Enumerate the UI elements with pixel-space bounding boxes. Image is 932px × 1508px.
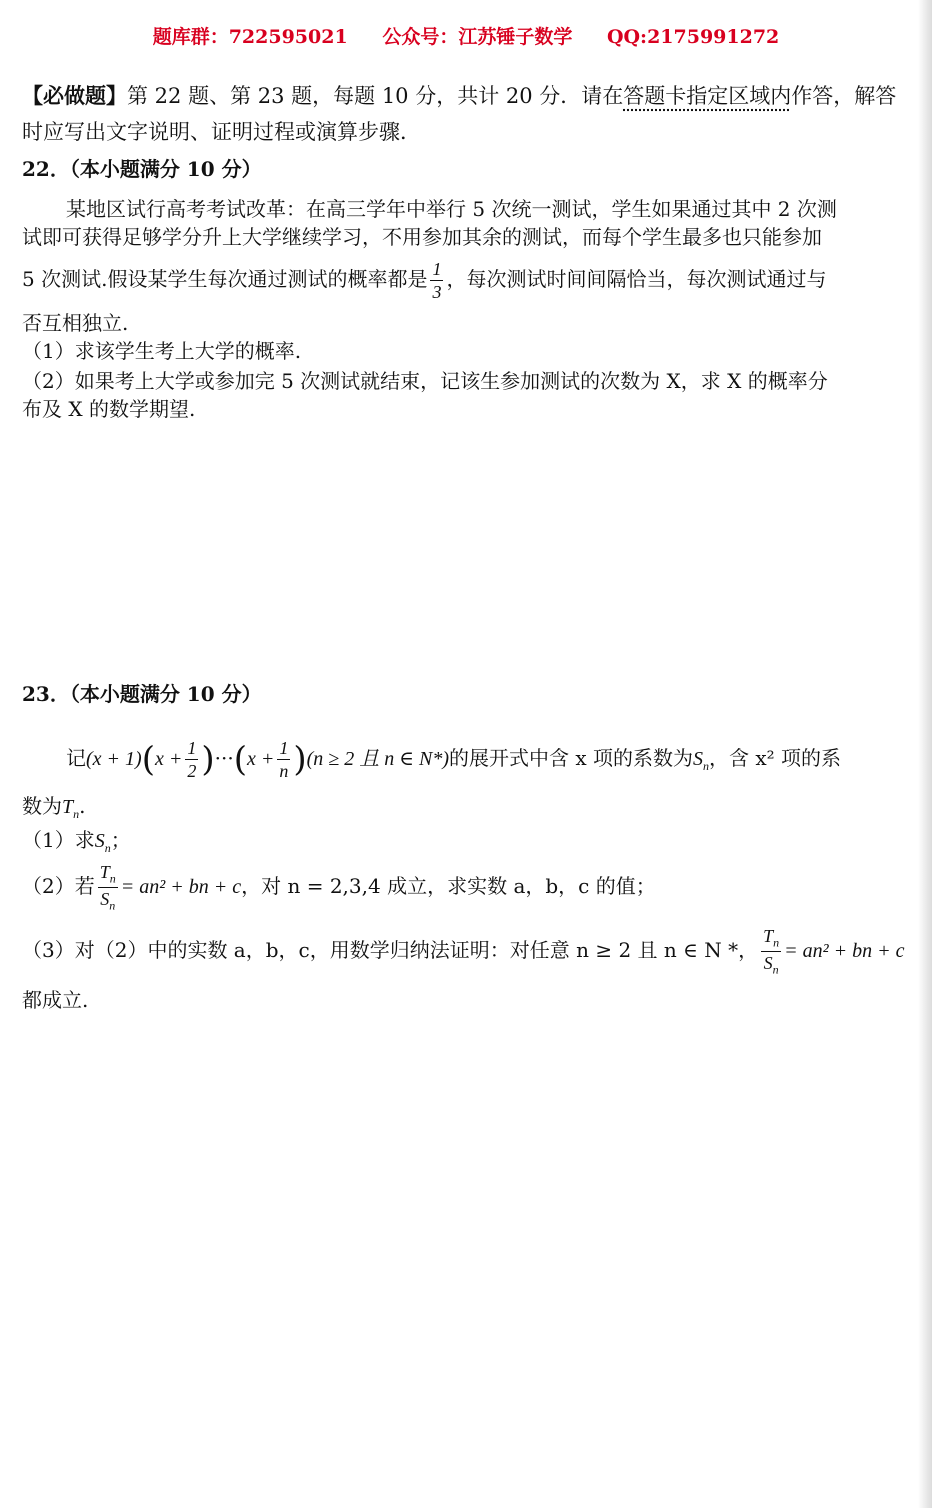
- intro-text-a: 第 22 题、第 23 题，每题 10 分，共计 20 分．请在: [127, 84, 624, 108]
- q23-s2-text: （2）若: [22, 874, 95, 898]
- q23-equation-rhs: = an² + bn + c: [120, 876, 242, 898]
- fraction-numerator: [761, 927, 781, 952]
- q23-statement-line-1: [66, 728, 841, 796]
- intro-label: 【必做题】: [22, 83, 127, 108]
- q23-prefix: 记: [66, 746, 86, 770]
- q23-equation-rhs: = an² + bn + c: [784, 940, 905, 962]
- page-edge-shadow: [918, 0, 932, 1508]
- q23-expr-factor-1: (x + 1): [86, 748, 142, 770]
- q23-S-symbol: [94, 830, 111, 855]
- q23-ratio-T-over-S: [761, 927, 781, 975]
- fraction-denominator: 3: [432, 282, 442, 302]
- right-paren-icon: ): [293, 739, 307, 780]
- q22-subquestion-2-line-1: （2）如果考上大学或参加完 5 次测试就结束，记该生参加测试的次数为 X，求 X 的概率分: [22, 369, 828, 393]
- subscript-n: n: [773, 936, 780, 950]
- q23-S-symbol: [693, 748, 710, 773]
- subscript-n: n: [73, 807, 80, 821]
- q23-statement-tail: ，含 x² 项的系: [709, 746, 842, 770]
- q23-subquestion-2: [22, 858, 656, 915]
- q23-subquestion-3-end: 都成立.: [22, 988, 89, 1012]
- q23-s2-tail: ，对 n = 2,3,4 成立，求实数 a，b，c 的值；: [241, 874, 656, 898]
- intro-line-2: 时应写出文字说明、证明过程或演算步骤．: [22, 120, 421, 144]
- q22-title: 22．（本小题满分 10 分）: [22, 157, 262, 181]
- q23-text-coefficient: 数为: [22, 794, 62, 818]
- q23-ratio-T-over-S: [98, 863, 118, 911]
- q23-fraction-half: [185, 739, 198, 780]
- q23-fraction-1-over-n: [277, 739, 290, 780]
- subscript-n: n: [109, 872, 116, 886]
- symbol-S: S: [94, 830, 105, 852]
- symbol-S: S: [763, 953, 773, 973]
- intro-line-1: [22, 82, 896, 110]
- period: .: [79, 794, 86, 818]
- subscript-n: n: [703, 759, 710, 773]
- q22-text-prob: 5 次测试.假设某学生每次通过测试的概率都是: [22, 267, 428, 291]
- subscript-n: n: [772, 962, 779, 977]
- q22-paragraph-line-3: [22, 257, 826, 301]
- q22-subquestion-2-line-2: 布及 X 的数学期望.: [22, 397, 196, 421]
- fraction-numerator: 1: [432, 259, 442, 279]
- q23-s3-text: （3）对（2）中的实数 a，b，c，用数学归纳法证明：对任意 n ≥ 2 且 n ∈ N *，: [22, 938, 759, 962]
- question-22: [22, 155, 890, 425]
- intro-dotted-text: 答题卡指定区域内: [623, 84, 792, 108]
- subscript-n: n: [104, 841, 111, 855]
- symbol-T: T: [62, 796, 74, 818]
- q23-expr-factor-2: x +: [154, 748, 183, 770]
- header-qq: QQ:2175991272: [606, 26, 780, 48]
- q22-fraction: [430, 260, 443, 301]
- q23-s1-text: （1）求: [22, 828, 95, 852]
- symbol-T: T: [763, 926, 774, 947]
- q23-subquestion-1: [22, 826, 131, 862]
- header-account: 公众号：江苏锤子数学: [382, 26, 573, 48]
- q23-T-symbol: [62, 796, 80, 821]
- q23-title: 23．（本小题满分 10 分）: [22, 682, 262, 706]
- q23-subquestion-3: [22, 922, 905, 979]
- intro-text-b: 作答，解答: [791, 84, 897, 108]
- fraction-denominator: [764, 952, 779, 976]
- fraction-denominator: [100, 888, 115, 912]
- q23-statement-mid: 的展开式中含 x 项的系数为: [449, 746, 694, 770]
- q23-statement-line-2: [22, 792, 85, 828]
- fraction-numerator: 1: [187, 738, 197, 758]
- q22-paragraph-line-4: 否互相独立.: [22, 311, 129, 335]
- fraction-denominator: n: [279, 761, 289, 781]
- q22-subquestion-1: （1）求该学生考上大学的概率.: [22, 339, 302, 363]
- left-paren-icon: (: [141, 739, 155, 780]
- intro-section: [22, 82, 897, 152]
- fraction-numerator: [98, 863, 118, 888]
- q23-dots: ···: [214, 746, 234, 770]
- symbol-S: S: [693, 748, 704, 770]
- semicolon: ；: [110, 828, 131, 852]
- q23-condition: (n ≥ 2 且 n ∈ N*): [306, 748, 450, 770]
- fraction-denominator: 2: [187, 761, 197, 781]
- page-header: [0, 22, 932, 49]
- question-23: [22, 680, 905, 1030]
- header-group: 题库群：722595021: [152, 26, 348, 48]
- right-paren-icon: ): [201, 739, 215, 780]
- left-paren-icon: (: [233, 739, 247, 780]
- fraction-numerator: 1: [279, 738, 289, 758]
- q22-paragraph-line-1: 某地区试行高考考试改革：在高三学年中举行 5 次统一测试，学生如果通过其中 2 次测: [66, 197, 837, 221]
- q23-expr-factor-n: x +: [246, 748, 275, 770]
- q22-paragraph-line-2: 试即可获得足够学分升上大学继续学习，不用参加其余的测试，而每个学生最多也只能参加: [22, 225, 822, 249]
- q22-text-independent: ，每次测试时间间隔恰当，每次测试通过与: [446, 267, 827, 291]
- symbol-S: S: [100, 889, 110, 909]
- subscript-n: n: [109, 898, 116, 913]
- symbol-T: T: [99, 862, 110, 883]
